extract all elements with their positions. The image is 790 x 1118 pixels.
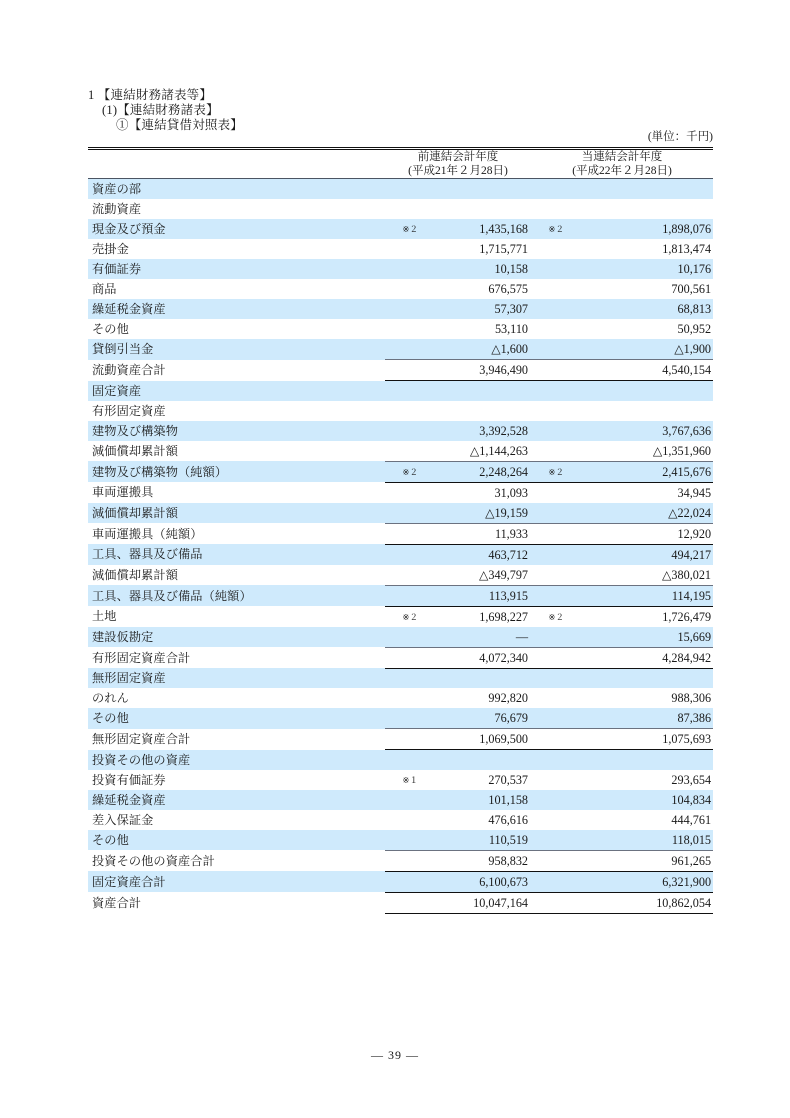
row-prev-note-marker xyxy=(385,708,421,729)
row-curr-value: 118,015 xyxy=(567,830,713,851)
row-curr-note-marker xyxy=(531,892,567,913)
row-curr-value: △1,351,960 xyxy=(652,443,712,458)
row-prev-note-marker xyxy=(385,668,421,688)
table-row xyxy=(88,219,713,239)
row-curr-note-marker xyxy=(531,708,567,729)
row-prev-value xyxy=(421,381,531,401)
row-curr-note-marker xyxy=(531,585,567,606)
table-row xyxy=(88,421,713,441)
row-prev-note-marker xyxy=(385,299,421,319)
table-row xyxy=(88,544,713,565)
row-curr-value xyxy=(567,179,713,200)
row-prev-value: △19,159 xyxy=(421,503,531,524)
row-label: 資産合計 xyxy=(92,895,142,910)
table-row xyxy=(88,688,713,708)
row-prev-note-marker: ※２ xyxy=(385,219,421,239)
table-row xyxy=(88,830,713,851)
row-label: 流動資産 xyxy=(92,202,142,216)
row-curr-value: 700,561 xyxy=(671,282,712,296)
row-prev-note-marker xyxy=(385,421,421,441)
row-label: 現金及び預金 xyxy=(88,219,385,239)
row-label: 差入保証金 xyxy=(92,812,154,827)
row-prev-note-marker xyxy=(385,790,421,810)
row-curr-value xyxy=(567,199,713,219)
table-row xyxy=(88,627,713,648)
row-curr-note-marker xyxy=(531,199,567,219)
row-prev-value: 57,307 xyxy=(421,299,531,319)
row-label: 無形固定資産 xyxy=(88,668,385,688)
table-row xyxy=(88,461,713,482)
table-row xyxy=(88,871,713,892)
row-prev-value: 1,698,227 xyxy=(479,609,529,624)
row-prev-value xyxy=(421,668,531,688)
row-prev-note-marker xyxy=(385,850,421,871)
row-curr-note-marker xyxy=(531,441,567,462)
row-label: 有形固定資産 xyxy=(92,403,166,418)
row-prev-note-marker xyxy=(385,279,421,299)
row-label: 建設仮勘定 xyxy=(88,627,385,648)
row-prev-value: 4,072,340 xyxy=(421,647,531,668)
row-label: 減価償却累計額 xyxy=(88,503,385,524)
row-curr-value xyxy=(567,381,713,401)
row-label: 工具、器具及び備品（純額） xyxy=(88,585,385,606)
table-row xyxy=(88,319,713,339)
row-prev-note-marker xyxy=(385,239,421,259)
row-prev-value: 6,100,673 xyxy=(421,871,531,892)
table-row xyxy=(88,565,713,586)
table-row xyxy=(88,750,713,770)
row-curr-value: △1,900 xyxy=(567,339,713,360)
row-curr-value: 2,415,676 xyxy=(567,461,713,482)
table-row xyxy=(88,179,713,200)
row-prev-value: 113,915 xyxy=(421,585,531,606)
row-curr-note-marker xyxy=(531,627,567,648)
row-label: 繰延税金資産 xyxy=(88,790,385,810)
row-curr-value: 10,176 xyxy=(567,259,713,279)
row-label: 建物及び構築物 xyxy=(88,421,385,441)
row-label: 固定資産合計 xyxy=(88,871,385,892)
row-curr-note-marker xyxy=(531,381,567,401)
table-row xyxy=(88,810,713,830)
row-prev-note-marker xyxy=(385,892,421,913)
row-label: 減価償却累計額 xyxy=(92,443,179,458)
row-label: その他 xyxy=(92,322,129,336)
row-curr-value: 988,306 xyxy=(671,691,712,705)
table-row xyxy=(88,401,713,421)
table-row xyxy=(88,585,713,606)
heading-level-2: (1)【連結財務諸表】 xyxy=(102,103,219,117)
row-curr-value: 87,386 xyxy=(567,708,713,729)
row-prev-value xyxy=(421,401,531,421)
row-prev-note-marker xyxy=(385,729,421,750)
row-curr-note-marker xyxy=(531,688,567,708)
row-prev-value: 11,933 xyxy=(421,523,531,544)
heading-level-3: ①【連結貸借対照表】 xyxy=(116,118,244,132)
row-curr-value xyxy=(567,750,713,770)
row-curr-value: 444,761 xyxy=(671,812,712,827)
table-row xyxy=(88,279,713,299)
row-curr-value: 50,952 xyxy=(677,322,712,336)
row-curr-value: 494,217 xyxy=(567,544,713,565)
row-label: 商品 xyxy=(92,282,117,296)
row-prev-value: 1,435,168 xyxy=(421,219,531,239)
table-row xyxy=(88,239,713,259)
header-current-period-line2: (平成22年２月28日) xyxy=(572,165,672,177)
header-label-column xyxy=(88,149,385,179)
table-header xyxy=(88,149,713,179)
row-label: 無形固定資産合計 xyxy=(92,732,191,746)
row-curr-note-marker xyxy=(531,482,567,503)
row-curr-value: 12,920 xyxy=(567,523,713,544)
header-previous-period-line2: (平成21年２月28日) xyxy=(408,165,508,177)
row-prev-note-marker xyxy=(385,503,421,524)
header-current-period xyxy=(531,149,713,179)
table-row xyxy=(88,668,713,688)
row-prev-note-marker: ※２ xyxy=(402,611,418,622)
row-label: 建物及び構築物（純額） xyxy=(88,461,385,482)
row-prev-value xyxy=(421,750,531,770)
table-row xyxy=(88,523,713,544)
header-previous-period-line1: 前連結会計年度 xyxy=(417,151,499,163)
row-curr-value: 961,265 xyxy=(567,850,713,871)
row-prev-value: 110,519 xyxy=(421,830,531,851)
row-curr-value xyxy=(567,401,713,421)
row-curr-note-marker xyxy=(531,179,567,200)
row-curr-value: 1,075,693 xyxy=(567,729,713,750)
row-curr-value: 6,321,900 xyxy=(567,871,713,892)
table-row xyxy=(88,299,713,319)
row-prev-value: 3,392,528 xyxy=(421,421,531,441)
row-curr-value: 1,813,474 xyxy=(662,242,712,256)
row-curr-note-marker xyxy=(531,523,567,544)
row-prev-note-marker xyxy=(385,199,421,219)
table-row xyxy=(88,482,713,503)
row-curr-value: 104,834 xyxy=(567,790,713,810)
unit-note: (単位：千円) xyxy=(647,131,713,143)
row-prev-value: 1,069,500 xyxy=(421,729,531,750)
row-curr-note-marker: ※２ xyxy=(548,611,565,622)
row-label: その他 xyxy=(88,830,385,851)
row-curr-value: △22,024 xyxy=(567,503,713,524)
row-prev-note-marker xyxy=(385,319,421,339)
row-curr-note-marker xyxy=(531,565,567,586)
row-curr-note-marker xyxy=(531,668,567,688)
table-row xyxy=(88,381,713,401)
row-curr-note-marker xyxy=(531,729,567,750)
row-prev-value: 476,616 xyxy=(488,812,529,827)
row-label: 繰延税金資産 xyxy=(88,299,385,319)
row-curr-value: 1,898,076 xyxy=(567,219,713,239)
table-row xyxy=(88,892,713,913)
row-prev-value: 10,047,164 xyxy=(421,892,531,913)
row-prev-note-marker xyxy=(385,179,421,200)
table-row xyxy=(88,647,713,668)
row-curr-note-marker xyxy=(531,810,567,830)
table-row xyxy=(88,606,713,627)
document-headings xyxy=(88,88,708,133)
row-prev-value: 101,158 xyxy=(421,790,531,810)
row-prev-value: 2,248,264 xyxy=(421,461,531,482)
row-prev-note-marker xyxy=(385,871,421,892)
row-prev-note-marker xyxy=(385,647,421,668)
row-prev-value: 1,715,771 xyxy=(479,242,529,256)
row-prev-note-marker xyxy=(385,585,421,606)
row-prev-note-marker xyxy=(385,830,421,851)
row-curr-value: 3,767,636 xyxy=(567,421,713,441)
row-label: その他 xyxy=(88,708,385,729)
row-prev-value: 31,093 xyxy=(494,485,529,500)
row-label: 有形固定資産合計 xyxy=(92,650,191,665)
row-label: 資産の部 xyxy=(88,179,385,200)
row-prev-value: 53,110 xyxy=(494,322,529,336)
row-prev-value: 3,946,490 xyxy=(421,360,531,381)
table-row xyxy=(88,339,713,360)
row-curr-value: 4,284,942 xyxy=(567,647,713,668)
row-prev-note-marker xyxy=(385,810,421,830)
row-curr-note-marker xyxy=(531,830,567,851)
row-label: 売掛金 xyxy=(92,242,129,256)
row-prev-value: △1,600 xyxy=(421,339,531,360)
row-curr-value xyxy=(567,668,713,688)
page-number: — 39 — xyxy=(371,1048,419,1062)
row-curr-note-marker xyxy=(531,279,567,299)
table-row xyxy=(88,790,713,810)
row-prev-value: 676,575 xyxy=(488,282,529,296)
row-label: 減価償却累計額 xyxy=(92,567,179,582)
row-prev-value: 992,820 xyxy=(488,691,529,705)
consolidated-balance-sheet-table xyxy=(88,147,713,914)
row-prev-value: 270,537 xyxy=(488,772,529,787)
row-label: 車両運搬具 xyxy=(92,485,154,500)
row-curr-note-marker xyxy=(531,750,567,770)
table-row xyxy=(88,360,713,381)
row-curr-value: 68,813 xyxy=(567,299,713,319)
table-body xyxy=(88,179,713,914)
row-curr-value: 4,540,154 xyxy=(567,360,713,381)
row-curr-value: 10,862,054 xyxy=(567,892,713,913)
row-curr-note-marker: ※２ xyxy=(531,461,567,482)
row-prev-value: — xyxy=(421,627,531,648)
header-previous-period xyxy=(385,149,531,179)
row-curr-note-marker xyxy=(531,259,567,279)
row-curr-note-marker xyxy=(531,421,567,441)
table-row xyxy=(88,770,713,790)
row-curr-note-marker xyxy=(531,850,567,871)
row-curr-note-marker xyxy=(531,401,567,421)
row-curr-value: 293,654 xyxy=(671,772,712,787)
row-curr-value: 15,669 xyxy=(567,627,713,648)
row-label: 固定資産 xyxy=(88,381,385,401)
row-curr-note-marker xyxy=(531,299,567,319)
row-curr-note-marker xyxy=(531,770,567,790)
row-prev-value: 463,712 xyxy=(421,544,531,565)
table-row xyxy=(88,503,713,524)
row-prev-note-marker: ※１ xyxy=(402,774,418,785)
heading-level-1: 1 【連結財務諸表等】 xyxy=(88,88,213,102)
row-prev-note-marker xyxy=(385,565,421,586)
row-prev-note-marker xyxy=(385,482,421,503)
row-prev-value: 10,158 xyxy=(421,259,531,279)
row-label: 貸倒引当金 xyxy=(88,339,385,360)
row-curr-value: 114,195 xyxy=(567,585,713,606)
row-label: 工具、器具及び備品 xyxy=(88,544,385,565)
row-curr-note-marker xyxy=(531,239,567,259)
row-curr-note-marker xyxy=(531,544,567,565)
row-label: 有価証券 xyxy=(88,259,385,279)
table-row xyxy=(88,850,713,871)
row-curr-note-marker xyxy=(531,790,567,810)
row-curr-value: △380,021 xyxy=(662,567,712,582)
row-prev-value: △349,797 xyxy=(479,567,529,582)
row-curr-note-marker xyxy=(531,339,567,360)
table-row xyxy=(88,708,713,729)
row-label: 車両運搬具（純額） xyxy=(92,526,203,541)
row-label: 投資有価証券 xyxy=(92,772,166,787)
row-prev-note-marker xyxy=(385,523,421,544)
row-prev-value xyxy=(421,199,531,219)
row-curr-note-marker xyxy=(531,503,567,524)
row-prev-note-marker: ※２ xyxy=(385,461,421,482)
header-current-period-line1: 当連結会計年度 xyxy=(581,151,663,163)
row-label: 流動資産合計 xyxy=(92,363,166,377)
row-prev-note-marker xyxy=(385,750,421,770)
row-prev-value: 958,832 xyxy=(421,850,531,871)
row-curr-note-marker xyxy=(531,319,567,339)
row-curr-note-marker: ※２ xyxy=(531,219,567,239)
row-prev-note-marker xyxy=(385,401,421,421)
row-curr-value: 1,726,479 xyxy=(662,609,712,624)
table-row xyxy=(88,259,713,279)
row-label: 投資その他の資産合計 xyxy=(92,853,215,868)
row-prev-note-marker xyxy=(385,381,421,401)
row-curr-note-marker xyxy=(531,647,567,668)
table-row xyxy=(88,441,713,462)
table-row xyxy=(88,729,713,750)
row-curr-note-marker xyxy=(531,360,567,381)
row-label: のれん xyxy=(92,691,129,705)
row-prev-note-marker xyxy=(385,360,421,381)
row-prev-note-marker xyxy=(385,627,421,648)
row-prev-note-marker xyxy=(385,259,421,279)
row-curr-value: 34,945 xyxy=(677,485,712,500)
row-prev-value xyxy=(421,179,531,200)
row-prev-value: 76,679 xyxy=(421,708,531,729)
row-prev-note-marker xyxy=(385,544,421,565)
row-label: 投資その他の資産 xyxy=(88,750,385,770)
row-curr-note-marker xyxy=(531,871,567,892)
row-prev-value: △1,144,263 xyxy=(469,443,529,458)
table-row xyxy=(88,199,713,219)
row-prev-note-marker xyxy=(385,441,421,462)
row-prev-note-marker xyxy=(385,688,421,708)
row-label: 土地 xyxy=(92,609,117,624)
row-prev-note-marker xyxy=(385,339,421,360)
